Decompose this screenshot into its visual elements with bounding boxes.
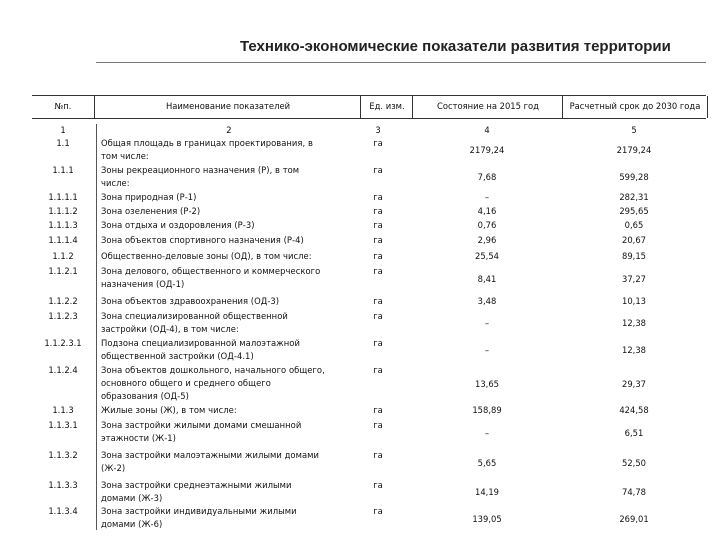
table-row	[0, 404, 720, 417]
row-value-2030: 282,31	[619, 192, 649, 202]
row-name: Зона озеленения (Р-2)	[101, 206, 201, 216]
row-value-2030: 12,38	[622, 345, 646, 355]
row-unit: га	[373, 206, 383, 216]
table-row	[0, 191, 720, 204]
row-value-2015: 2179,24	[469, 145, 505, 155]
row-name: Подзона специализированной малоэтажной общественной застройки (ОД-4.1)	[101, 338, 300, 361]
row-name: Общая площадь в границах проектирования, в том числе:	[101, 138, 313, 161]
table-row	[0, 295, 720, 308]
row-value-2015: 25,54	[475, 251, 499, 261]
column-header-2015: Состояние на 2015 год	[412, 96, 563, 118]
row-value-2015: 13,65	[475, 379, 499, 389]
table-row	[0, 124, 720, 136]
row-number: 1.1.2.2	[48, 296, 78, 306]
table-row	[0, 219, 720, 232]
row-unit: 3	[375, 125, 381, 135]
row-value-2030: 424,58	[619, 405, 649, 415]
row-value-2030: 20,67	[622, 235, 646, 245]
row-unit: га	[373, 365, 383, 375]
column-header-2030: Расчетный срок до 2030 года	[562, 96, 708, 118]
row-name: Зона делового, общественного и коммерческого назначения (ОД-1)	[101, 266, 321, 289]
row-unit: га	[373, 405, 383, 415]
table-row	[0, 364, 720, 404]
row-number: 1.1.3.2	[48, 450, 78, 460]
row-value-2015: 2,96	[477, 235, 497, 245]
row-value-2015: 4	[484, 125, 490, 135]
row-value-2015: 14,19	[475, 487, 499, 497]
row-value-2030: 10,13	[622, 296, 646, 306]
row-value-2030: 2179,24	[616, 145, 652, 155]
table-row	[0, 479, 720, 505]
table-row	[0, 505, 720, 533]
title-divider	[96, 62, 706, 63]
row-number: 1.1.1.1	[48, 192, 78, 202]
row-number: 1.1.1.2	[48, 206, 78, 216]
table-header	[32, 95, 706, 119]
row-name: Зона застройки среднеэтажными жилыми домами (Ж-3)	[101, 480, 292, 503]
row-number: 1.1.3.1	[48, 420, 78, 430]
row-value-2030: 12,38	[622, 318, 646, 328]
row-value-2030: 295,65	[619, 206, 649, 216]
row-name: Зона природная (Р-1)	[101, 192, 197, 202]
row-value-2015: 158,89	[472, 405, 502, 415]
row-name: Зоны рекреационного назначения (Р), в том числе:	[101, 165, 300, 188]
row-number: 1.1.2.3.1	[44, 338, 82, 348]
row-name: Зона отдыха и оздоровления (Р-3)	[101, 220, 255, 230]
row-value-2030: 74,78	[622, 487, 646, 497]
row-name: 2	[226, 125, 232, 135]
row-number: 1.1.1	[52, 165, 74, 175]
row-number: 1.1.2.3	[48, 311, 78, 321]
row-value-2015: 4,16	[477, 206, 497, 216]
row-value-2030: 6,51	[624, 428, 644, 438]
row-number: 1.1.3	[52, 405, 74, 415]
column-header-unit: Ед. изм.	[360, 96, 413, 118]
row-name: Зона застройки индивидуальными жилыми домами (Ж-6)	[101, 506, 297, 529]
row-number: 1.1.3.3	[48, 480, 78, 490]
table-row	[0, 419, 720, 447]
row-value-2015: 3,48	[477, 296, 497, 306]
row-name: Общественно-деловые зоны (ОД), в том числе:	[101, 251, 312, 261]
row-name: Зона застройки малоэтажными жилыми домами (Ж-2)	[101, 450, 320, 473]
row-unit: га	[373, 480, 383, 490]
row-value-2030: 29,37	[622, 379, 646, 389]
row-value-2015: 7,68	[477, 172, 497, 182]
row-value-2030: 89,15	[622, 251, 646, 261]
row-name: Зона объектов здравоохранения (ОД-3)	[101, 296, 280, 306]
table-row	[0, 449, 720, 477]
table-row	[0, 310, 720, 336]
row-value-2030: 0,65	[624, 220, 644, 230]
row-number: 1.1.2	[52, 251, 74, 261]
row-unit: га	[373, 138, 383, 148]
table-row	[0, 205, 720, 218]
row-unit: га	[373, 420, 383, 430]
row-value-2030: 52,50	[622, 458, 646, 468]
row-name: Зона застройки жилыми домами смешанной этажности (Ж-1)	[101, 420, 302, 443]
row-value-2030: 5	[631, 125, 637, 135]
row-value-2015: 139,05	[472, 514, 502, 524]
row-value-2015: 5,65	[477, 458, 497, 468]
row-unit: га	[373, 296, 383, 306]
page-title: Технико-экономические показатели развития территории	[240, 38, 671, 55]
row-number: 1.1.3.4	[48, 506, 78, 516]
row-value-2030: 37,27	[622, 273, 646, 284]
table-row	[0, 234, 720, 247]
table-row	[0, 250, 720, 263]
row-number: 1.1.2.1	[48, 266, 78, 276]
row-name: Зона объектов спортивного назначения (Р-4)	[101, 235, 304, 245]
row-unit: га	[373, 311, 383, 321]
row-unit: га	[373, 192, 383, 202]
table-row	[0, 164, 720, 190]
row-unit: га	[373, 506, 383, 516]
row-unit: га	[373, 450, 383, 460]
row-number: 1.1.2.4	[48, 365, 78, 375]
row-name: Зона специализированной общественной застройки (ОД-4), в том числе:	[101, 311, 288, 334]
row-unit: га	[373, 235, 383, 245]
row-number: 1.1.1.3	[48, 220, 78, 230]
column-header-name: Наименование показателей	[94, 96, 361, 118]
row-number: 1	[60, 125, 66, 135]
row-unit: га	[373, 338, 383, 348]
row-unit: га	[373, 251, 383, 261]
table-row	[0, 337, 720, 363]
row-name: Жилые зоны (Ж), в том числе:	[101, 405, 237, 415]
row-value-2015: –	[484, 318, 490, 328]
row-value-2030: 599,28	[619, 172, 649, 182]
row-number: 1.1	[56, 138, 70, 148]
column-header-number: №п.	[54, 101, 72, 111]
row-number: 1.1.1.4	[48, 235, 78, 245]
row-value-2015: 0,76	[477, 220, 497, 230]
row-unit: га	[373, 220, 383, 230]
row-value-2030: 269,01	[619, 514, 649, 524]
row-unit: га	[373, 266, 383, 276]
row-value-2015: 8,41	[477, 273, 497, 284]
row-name: Зона объектов дошкольного, начального общего, основного общего и среднего общего образования (ОД-5)	[101, 365, 325, 401]
row-value-2015: –	[484, 192, 490, 202]
table-row	[0, 265, 720, 292]
row-value-2015: –	[484, 345, 490, 355]
row-value-2015: –	[484, 428, 490, 438]
row-unit: га	[373, 165, 383, 175]
table-row	[0, 137, 720, 163]
